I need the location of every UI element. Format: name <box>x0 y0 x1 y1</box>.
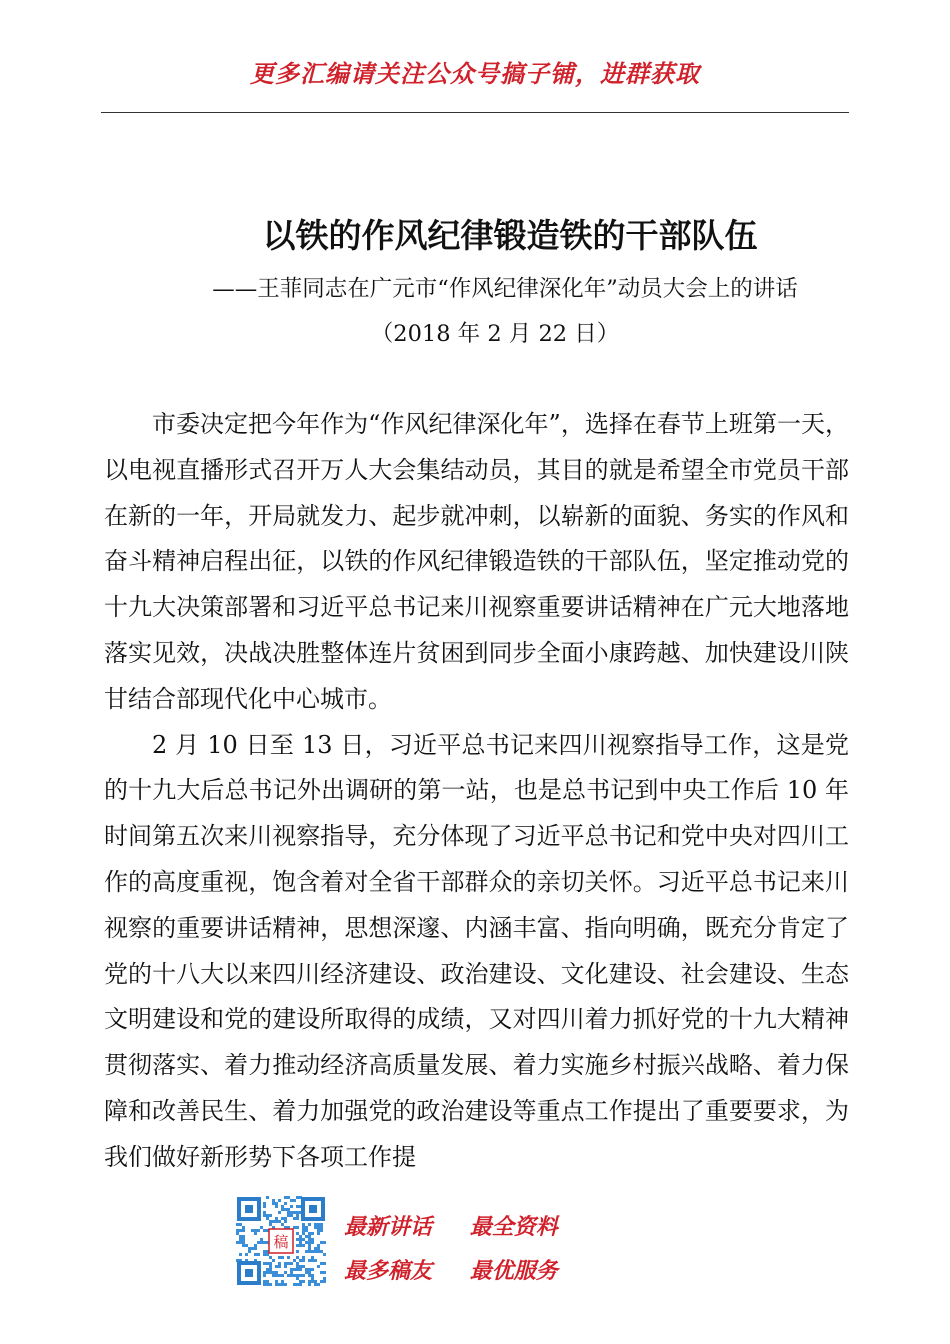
tag-row <box>344 1206 644 1250</box>
header-banner: 更多汇编请关注公众号搞子铺，进群获取 <box>250 60 700 88</box>
body-paragraph: 市委决定把今年作为“作风纪律深化年”，选择在春节上班第一天，以电视直播形式召开万人大会集结动员，其目的就是希望全市党员干部在新的一年，开局就发力、起步就冲刺，以崭新的面貌、务实的作风和奋斗精神启程出征，以铁的作风纪律锻造铁的干部队伍，坚定推动党的十九大决策部署和习近平总书记来川视察重要讲话精神在广元大地落地落实见效，决战决胜整体连片贫困到同步全面小康跨越、加快建设川陕甘结合部现代化中心城市。 <box>104 410 849 713</box>
footer-tags <box>344 1206 644 1294</box>
footer-promo <box>236 1196 636 1306</box>
document-body <box>104 402 849 1181</box>
qr-code-icon <box>236 1196 326 1286</box>
document-date: （2018 年 2 月 22 日） <box>370 321 620 347</box>
header-divider <box>101 112 849 113</box>
qr-logo-text: 稿 <box>273 1233 289 1251</box>
document-title: 以铁的作风纪律锻造铁的干部队伍 <box>262 216 758 255</box>
tag-row <box>344 1250 644 1294</box>
tag-complete-materials: 最全资料 <box>469 1215 558 1240</box>
tag-latest-speeches: 最新讲话 <box>344 1215 433 1240</box>
document-subtitle: ——王菲同志在广元市“作风纪律深化年”动员大会上的讲话 <box>212 276 798 302</box>
tag-most-writers: 最多稿友 <box>344 1259 433 1284</box>
body-paragraph: 2 月 10 日至 13 日，习近平总书记来四川视察指导工作，这是党的十九大后总书记外出调研的第一站，也是总书记到中央工作后 10 年时间第五次来川视察指导，充分体现了习近平总书记和党中央对四川工作的高度重视，饱含着对全省干部群众的亲切关怀。习近平总书记来川视察的重要讲话精神，思想深邃、内涵丰富、指向明确，既充分肯定了党的十八大以来四川经济建设、政治建设、文化建设、社会建设、生态文明建设和党的建设所取得的成绩，又对四川着力抓好党的十九大精神贯彻落实、着力推动经济高质量发展、着力实施乡村振兴战略、着力保障和改善民生、着力加强党的政治建设等重点工作提出了重要要求，为我们做好新形势下各项工作提 <box>104 730 849 1171</box>
tag-best-service: 最优服务 <box>469 1259 558 1284</box>
